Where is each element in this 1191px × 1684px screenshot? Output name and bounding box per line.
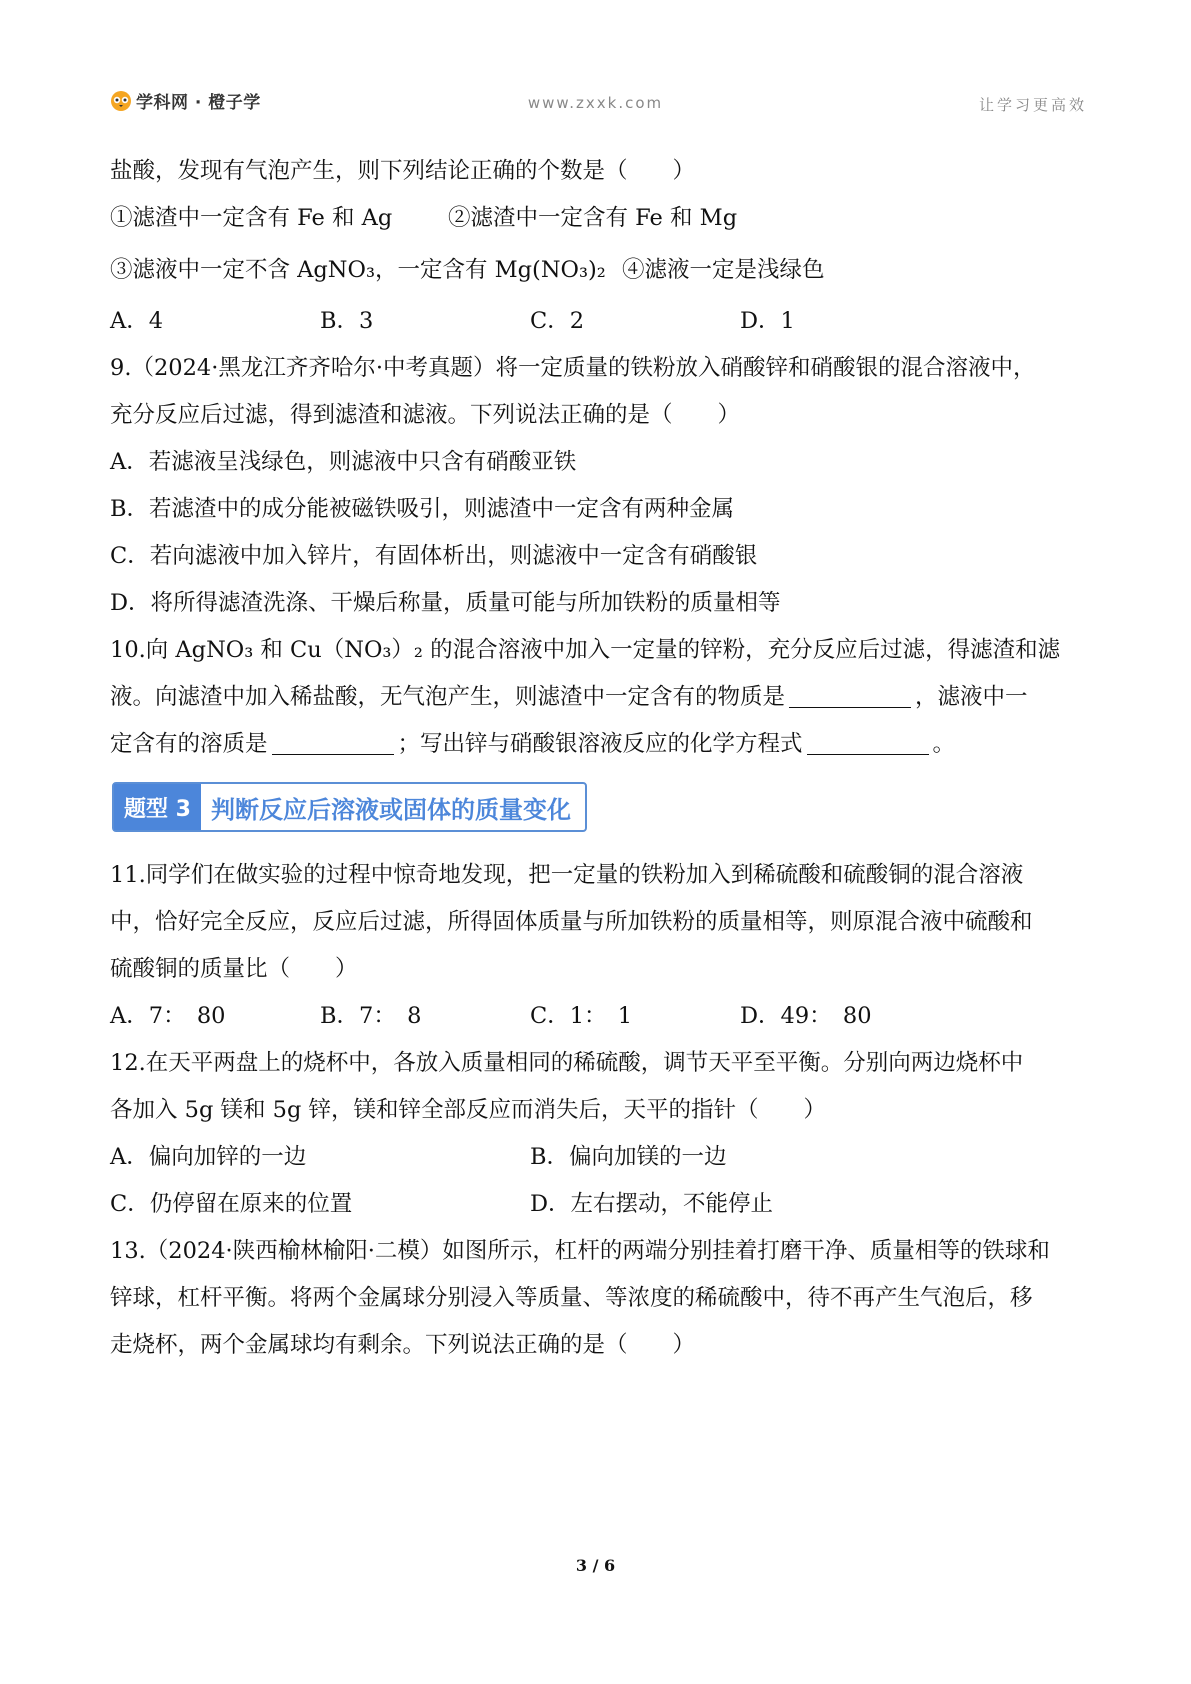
q10-text-3c: 。 — [932, 731, 956, 757]
site-url: www.zxxk.com — [527, 94, 664, 112]
q8-stem-end: 盐酸，发现有气泡产生，则下列结论正确的个数是（ ） — [110, 158, 696, 184]
q11-option-b[interactable]: B．7： 8 — [320, 1003, 422, 1029]
statement-4: ④滤液一定是浅绿色 — [622, 257, 825, 283]
q10-text-3b: ；写出锌与硝酸银溶液反应的化学方程式 — [397, 731, 803, 757]
q12-option-c[interactable]: C．仍停留在原来的位置 — [110, 1191, 353, 1217]
logo-text: 学科网 · 橙子学 — [136, 93, 261, 113]
q11-option-d[interactable]: D．49： 80 — [740, 1003, 872, 1029]
q12-options-row-1 — [110, 1134, 1090, 1181]
q13-stem-line-2: 锌球，杠杆平衡。将两个金属球分别浸入等质量、等浓度的稀硫酸中，待不再产生气泡后，移 — [110, 1285, 1033, 1311]
q8-options — [110, 298, 1090, 345]
section-tag: 题型 3 — [114, 784, 201, 830]
q13-stem-line-3: 走烧杯，两个金属球均有剩余。下列说法正确的是（ ） — [110, 1332, 696, 1358]
q10-text-3a: 定含有的溶质是 — [110, 731, 268, 757]
q10-blank-2[interactable] — [272, 728, 394, 755]
q9-option-b[interactable]: B．若滤渣中的成分能被磁铁吸引，则滤渣中一定含有两种金属 — [110, 496, 735, 522]
q12-option-a[interactable]: A．偏向加锌的一边 — [110, 1144, 307, 1170]
q10-text-2b: ，滤液中一 — [915, 684, 1028, 710]
slogan: 让学习更高效 — [978, 96, 1087, 114]
q9-option-a[interactable]: A．若滤液呈浅绿色，则滤液中只含有硝酸亚铁 — [110, 449, 577, 475]
q11-stem-line-3: 硫酸铜的质量比（ ） — [110, 956, 358, 982]
section-title: 判断反应后溶液或固体的质量变化 — [210, 795, 571, 824]
q10-blank-1[interactable] — [789, 681, 911, 708]
q12-option-d[interactable]: D．左右摆动，不能停止 — [530, 1191, 774, 1217]
q10-stem-line-1: 10.向 AgNO₃ 和 Cu（NO₃）₂ 的混合溶液中加入一定量的锌粉，充分反应后过滤，得滤渣和滤 — [110, 637, 1061, 663]
q10-blank-3[interactable] — [807, 728, 929, 755]
q11-stem-line-1: 11.同学们在做实验的过程中惊奇地发现，把一定量的铁粉加入到稀硫酸和硫酸铜的混合溶液 — [110, 862, 1024, 888]
document-body — [110, 148, 1090, 1369]
q9-stem-line-2: 充分反应后过滤，得到滤渣和滤液。下列说法正确的是（ ） — [110, 402, 741, 428]
q8-option-a[interactable]: A．4 — [110, 308, 164, 334]
page-header — [0, 0, 1191, 120]
q12-option-b[interactable]: B．偏向加镁的一边 — [530, 1144, 727, 1170]
q12-stem-line-2: 各加入 5g 镁和 5g 锌，镁和锌全部反应而消失后，天平的指针（ ） — [110, 1097, 827, 1123]
q10-stem-line-2 — [110, 674, 1090, 721]
q8-statements-row-1 — [110, 195, 1090, 242]
statement-2: ②滤渣中一定含有 Fe 和 Mg — [448, 205, 738, 231]
q12-stem-line-1: 12.在天平两盘上的烧杯中，各放入质量相同的稀硫酸，调节天平至平衡。分别向两边烧杯中 — [110, 1050, 1024, 1076]
page-number: 3 / 6 — [575, 1556, 616, 1575]
q9-stem-line-1: 9.（2024·黑龙江齐齐哈尔·中考真题）将一定质量的铁粉放入硝酸锌和硝酸银的混合溶液中， — [110, 355, 1036, 381]
q8-option-b[interactable]: B．3 — [320, 308, 374, 334]
q11-options — [110, 993, 1090, 1040]
q13-stem-line-1: 13.（2024·陕西榆林榆阳·二模）如图所示，杠杆的两端分别挂着打磨干净、质量相等的铁球和 — [110, 1238, 1050, 1264]
q12-options-row-2 — [110, 1181, 1090, 1228]
q10-stem-line-3 — [110, 721, 1090, 768]
q9-option-d[interactable]: D．将所得滤渣洗涤、干燥后称量，质量可能与所加铁粉的质量相等 — [110, 590, 781, 616]
q8-option-c[interactable]: C．2 — [530, 308, 585, 334]
q8-option-d[interactable]: D．1 — [740, 308, 795, 334]
section-heading — [112, 782, 587, 832]
q10-text-2a: 液。向滤渣中加入稀盐酸，无气泡产生，则滤渣中一定含有的物质是 — [110, 684, 786, 710]
q11-option-a[interactable]: A．7： 80 — [110, 1003, 226, 1029]
statement-3: ③滤液中一定不含 AgNO₃，一定含有 Mg(NO₃)₂ — [110, 257, 606, 283]
q11-stem-line-2: 中，恰好完全反应，反应后过滤，所得固体质量与所加铁粉的质量相等，则原混合液中硫酸和 — [110, 909, 1033, 935]
q9-option-c[interactable]: C．若向滤液中加入锌片，有固体析出，则滤液中一定含有硝酸银 — [110, 543, 758, 569]
q11-option-c[interactable]: C．1： 1 — [530, 1003, 633, 1029]
q8-statements-row-2 — [110, 242, 1090, 298]
statement-1: ①滤渣中一定含有 Fe 和 Ag — [110, 205, 393, 231]
